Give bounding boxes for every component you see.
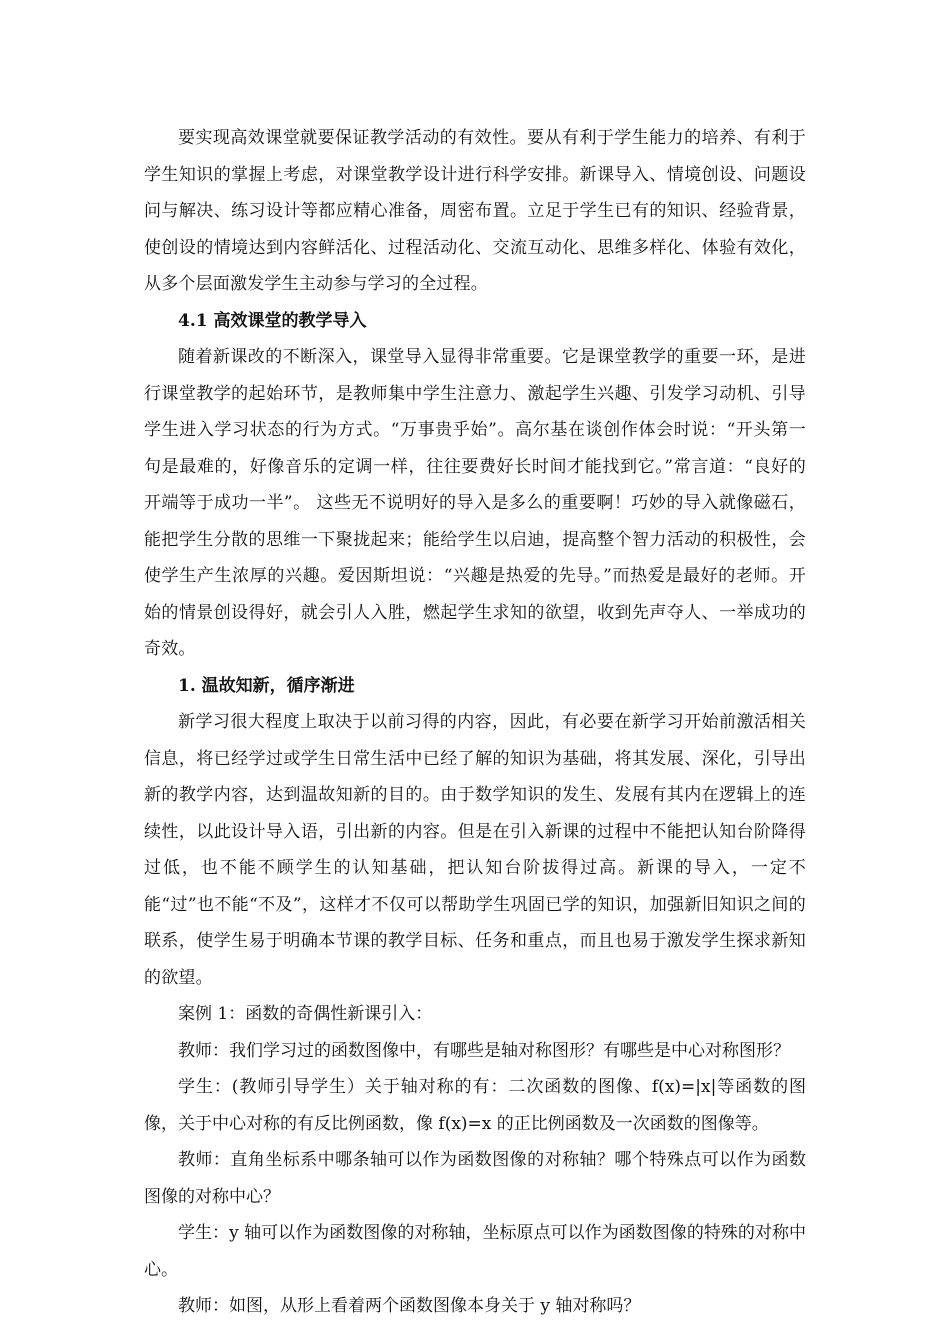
lesson-intro-paragraph: 随着新课改的不断深入，课堂导入显得非常重要。它是课堂教学的重要一环，是进行课堂教学的起始环节，是教师集中学生注意力、激起学生兴趣、引发学习动机、引导学生进入学习状态的行为方式。“万事贵乎始”。高尔基在谈创作体会时说：“开头第一句是最难的，好像音乐的定调一样，往往要费好长时间才能找到它。”常言道：“良好的开端等于成功一半”。 这些无不说明好的导入是多么的重要啊！巧妙的导入就像磁石，能把学生分散的思维一下聚拢起来；能给学生以启迪，提高整个智力活动的积极性，会使学生产生浓厚的兴趣。爱因斯坦说：“兴趣是热爱的先导。”而热爱是最好的老师。开始的情景创设得好，就会引人入胜，燃起学生求知的欲望，收到先声夺人、一举成功的奇效。: [144, 347, 806, 659]
dialog-student-1: 学生：(教师引导学生）关于轴对称的有：二次函数的图像、f(x)=|x|等函数的图像，关于中心对称的有反比例函数，像 f(x)=x 的正比例函数及一次函数的图像等。: [144, 1077, 806, 1134]
dialog-teacher-2: 教师：直角坐标系中哪条轴可以作为函数图像的对称轴？哪个特殊点可以作为函数图像的对称中心？: [144, 1150, 806, 1207]
dialog-student-2: 学生：y 轴可以作为函数图像的对称轴，坐标原点可以作为函数图像的特殊的对称中心。: [144, 1223, 806, 1280]
section-heading-4-1: 4.1 高效课堂的教学导入: [178, 310, 367, 331]
intro-paragraph: 要实现高效课堂就要保证教学活动的有效性。要从有利于学生能力的培养、有利于学生知识的掌握上考虑，对课堂教学设计进行科学安排。新课导入、情境创设、问题设问与解决、练习设计等都应精心准备，周密布置。立足于学生已有的知识、经验背景，使创设的情境达到内容鲜活化、过程活动化、交流互动化、思维多样化、体验有效化，从多个层面激发学生主动参与学习的全过程。: [144, 128, 806, 294]
case-title: 案例 1：函数的奇偶性新课引入：: [178, 1004, 433, 1024]
review-paragraph: 新学习很大程度上取决于以前习得的内容，因此，有必要在新学习开始前激活相关信息，将已经学过或学生日常生活中已经了解的知识为基础，将其发展、深化，引导出新的教学内容，达到温故知新的目的。由于数学知识的发生、发展有其内在逻辑上的连续性，以此设计导入语，引出新的内容。但是在引入新课的过程中不能把认知台阶降得过低，也不能不顾学生的认知基础，把认知台阶拔得过高。新课的导入，一定不能“过”也不能“不及”，这样才不仅可以帮助学生巩固已学的知识，加强新旧知识之间的联系，使学生易于明确本节课的教学目标、任务和重点，而且也易于激发学生探求新知的欲望。: [144, 712, 806, 988]
subsection-heading-1: 1. 温故知新，循序渐进: [178, 675, 355, 696]
document-body: [144, 120, 806, 1325]
dialog-teacher-3: 教师：如图，从形上看着两个函数图像本身关于 y 轴对称吗？: [178, 1296, 641, 1316]
dialog-teacher-1: 教师：我们学习过的函数图像中，有哪些是轴对称图形？有哪些是中心对称图形？: [178, 1040, 790, 1061]
